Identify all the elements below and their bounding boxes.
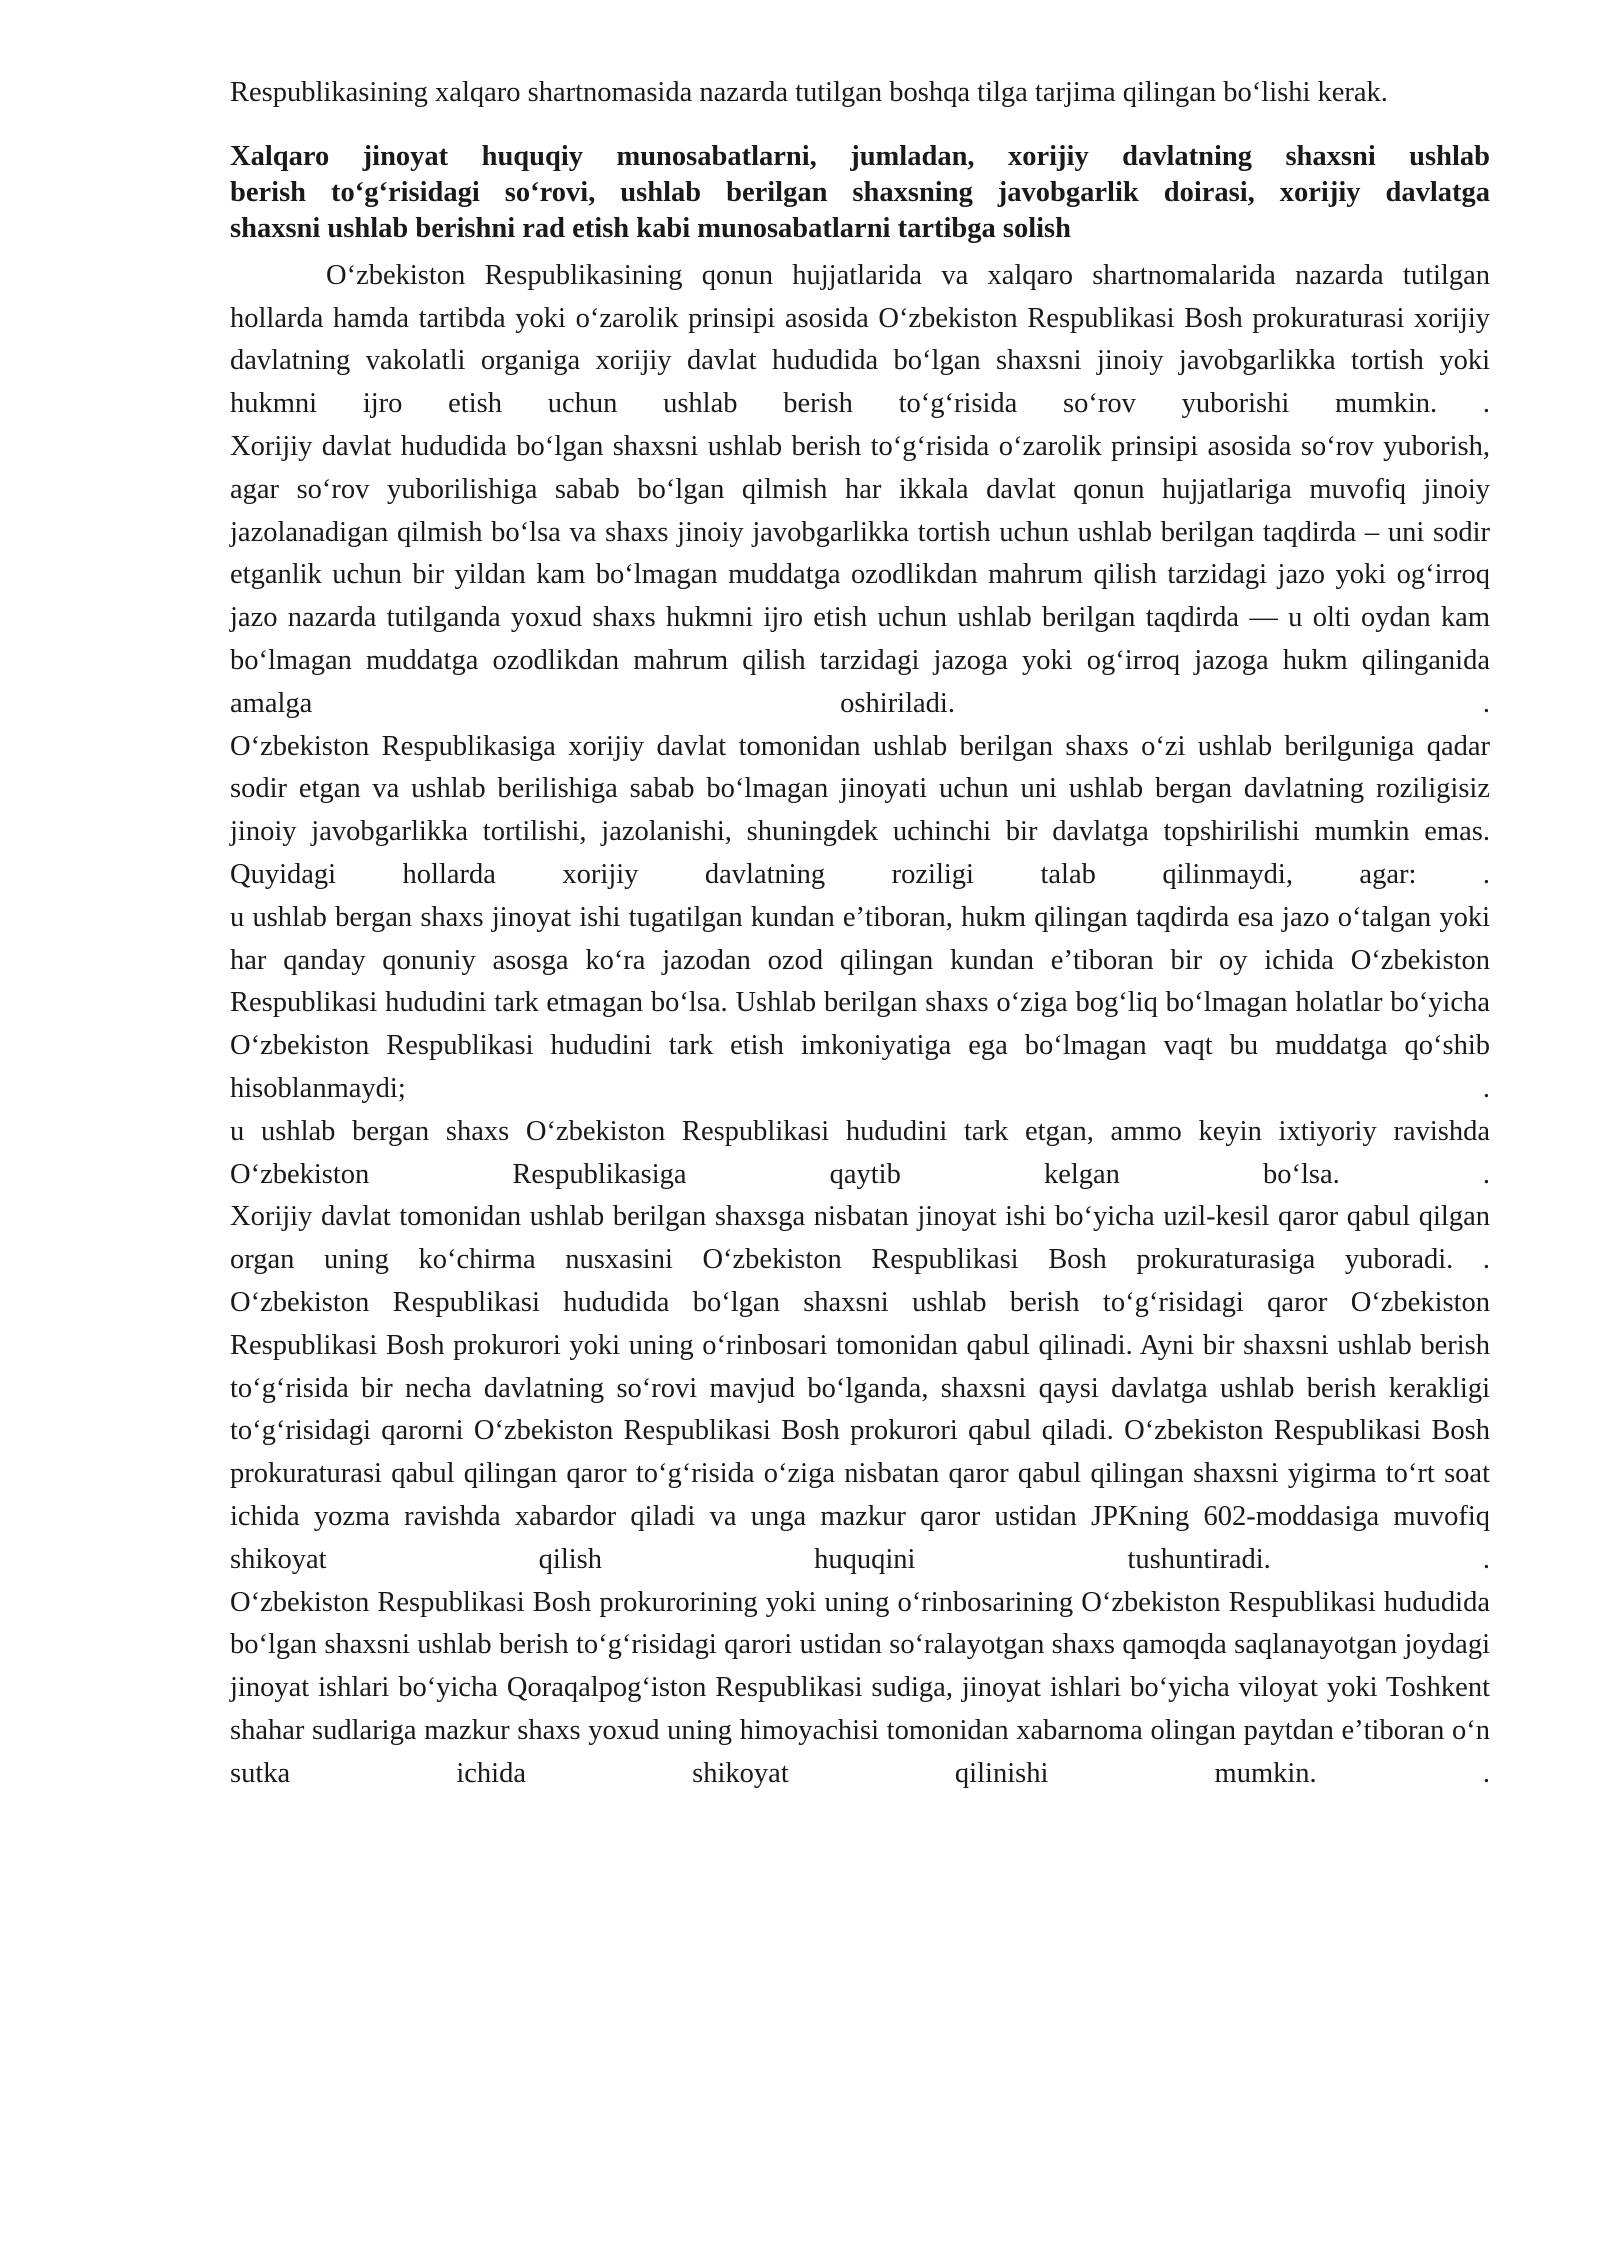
document-page [230, 72, 1490, 1795]
body-paragraph: Oʻzbekiston Respublikasiga xorijiy davlat tomonidan ushlab berilgan shaxs oʻzi ushlab berilguniga qadar sodir etgan va ushlab berilishiga sabab boʻlmagan jinoyati uchun uni ushlab bergan davlatning roziligisiz jinoiy javobgarlikka tortilishi, jazolanishi, shuningdek uchinchi bir davlatga topshirilishi mumkin emas. Quyidagi hollarda xorijiy davlatning roziligi talab qilinmaydi, agar: . [230, 730, 1490, 890]
body-paragraph: Oʻzbekiston Respublikasi Bosh prokurorining yoki uning oʻrinbosarining Oʻzbekiston Respublikasi hududida boʻlgan shaxsni ushlab berish toʻgʻrisidagi qarori ustidan soʻralayotgan shaxs qamoqda saqlanayotgan joydagi jinoyat ishlari boʻyicha Qoraqalpogʻiston Respublikasi sudiga, jinoyat ishlari boʻyicha viloyat yoki Toshkent shahar sudlariga mazkur shaxs yoxud uning himoyachisi tomonidan xabarnoma olingan paytdan eʼtiboran oʻn sutka ichida shikoyat qilinishi mumkin. . [230, 1586, 1490, 1789]
body-paragraph: Xorijiy davlat tomonidan ushlab berilgan shaxsga nisbatan jinoyat ishi boʻyicha uzil-kesil qaror qabul qilgan organ uning koʻchirma nusxasini Oʻzbekiston Respublikasi Bosh prokuraturasiga yuboradi. . [230, 1201, 1490, 1276]
body-paragraph: Xorijiy davlat hududida boʻlgan shaxsni ushlab berish toʻgʻrisida oʻzarolik prinsipi asosida soʻrov yuborish, agar soʻrov yuborilishiga sabab boʻlgan qilmish har ikkala davlat qonun hujjatlariga muvofiq jinoiy jazolanadigan qilmish boʻlsa va shaxs jinoiy javobgarlikka tortish uchun ushlab berilgan taqdirda – uni sodir etganlik uchun bir yildan kam boʻlmagan muddatga ozodlikdan mahrum qilish tarzidagi jazo yoki ogʻirroq jazo nazarda tutilganda yoxud shaxs hukmni ijro etish uchun ushlab berilgan taqdirda — u olti oydan kam boʻlmagan muddatga ozodlikdan mahrum qilish tarzidagi jazoga yoki ogʻirroq jazoga hukm qilinganida amalga oshiriladi. . [230, 430, 1490, 719]
intro-paragraph: Respublikasining xalqaro shartnomasida nazarda tutilgan boshqa tilga tarjima qilingan boʻlishi kerak. [230, 77, 1388, 108]
body-paragraph: u ushlab bergan shaxs jinoyat ishi tugatilgan kundan eʼtiboran, hukm qilingan taqdirda esa jazo oʻtalgan yoki har qanday qonuniy asosga koʻra jazodan ozod qilingan kundan eʼtiboran bir oy ichida Oʻzbekiston Respublikasi hududini tark etmagan boʻlsa. Ushlab berilgan shaxs oʻziga bogʻliq boʻlmagan holatlar boʻyicha Oʻzbekiston Respublikasi hududini tark etish imkoniyatiga ega boʻlmagan vaqt bu muddatga qoʻshib hisoblanmaydi; . [230, 901, 1490, 1104]
section-heading [230, 139, 1490, 247]
heading-line: Xalqaro jinoyat huquqiy munosabatlarni, jumladan, xorijiy davlatning shaxsni ushlab [230, 140, 1490, 172]
heading-line: shaxsni ushlab berishni rad etish kabi munosabatlarni tartibga solish [230, 212, 1071, 244]
body-paragraph: Oʻzbekiston Respublikasining qonun hujjatlarida va xalqaro shartnomalarida nazarda tutilgan hollarda hamda tartibda yoki oʻzarolik prinsipi asosida Oʻzbekiston Respublikasi Bosh prokuraturasi xorijiy davlatning vakolatli organiga xorijiy davlat hududida boʻlgan shaxsni jinoiy javobgarlikka tortish yoki hukmni ijro etish uchun ushlab berish toʻgʻrisida soʻrov yuborishi mumkin. . [230, 259, 1490, 420]
body-paragraph: u ushlab bergan shaxs Oʻzbekiston Respublikasi hududini tark etgan, ammo keyin ixtiyoriy ravishda Oʻzbekiston Respublikasiga qaytib kelgan boʻlsa. . [230, 1115, 1490, 1190]
body-paragraph: Oʻzbekiston Respublikasi hududida boʻlgan shaxsni ushlab berish toʻgʻrisidagi qaror Oʻzbekiston Respublikasi Bosh prokurori yoki uning oʻrinbosari tomonidan qabul qilinadi. Ayni bir shaxsni ushlab berish toʻgʻrisida bir necha davlatning soʻrovi mavjud boʻlganda, shaxsni qaysi davlatga ushlab berish kerakligi toʻgʻrisidagi qarorni Oʻzbekiston Respublikasi Bosh prokurori qabul qiladi. Oʻzbekiston Respublikasi Bosh prokuraturasi qabul qilingan qaror toʻgʻrisida oʻziga nisbatan qaror qabul qilingan shaxsni yigirma toʻrt soat ichida yozma ravishda xabardor qiladi va unga mazkur qaror ustidan JPKning 602-moddasiga muvofiq shikoyat qilish huquqini tushuntiradi. . [230, 1286, 1490, 1575]
heading-line: berish toʻgʻrisidagi soʻrovi, ushlab berilgan shaxsning javobgarlik doirasi, xorijiy davlatga [230, 176, 1490, 208]
